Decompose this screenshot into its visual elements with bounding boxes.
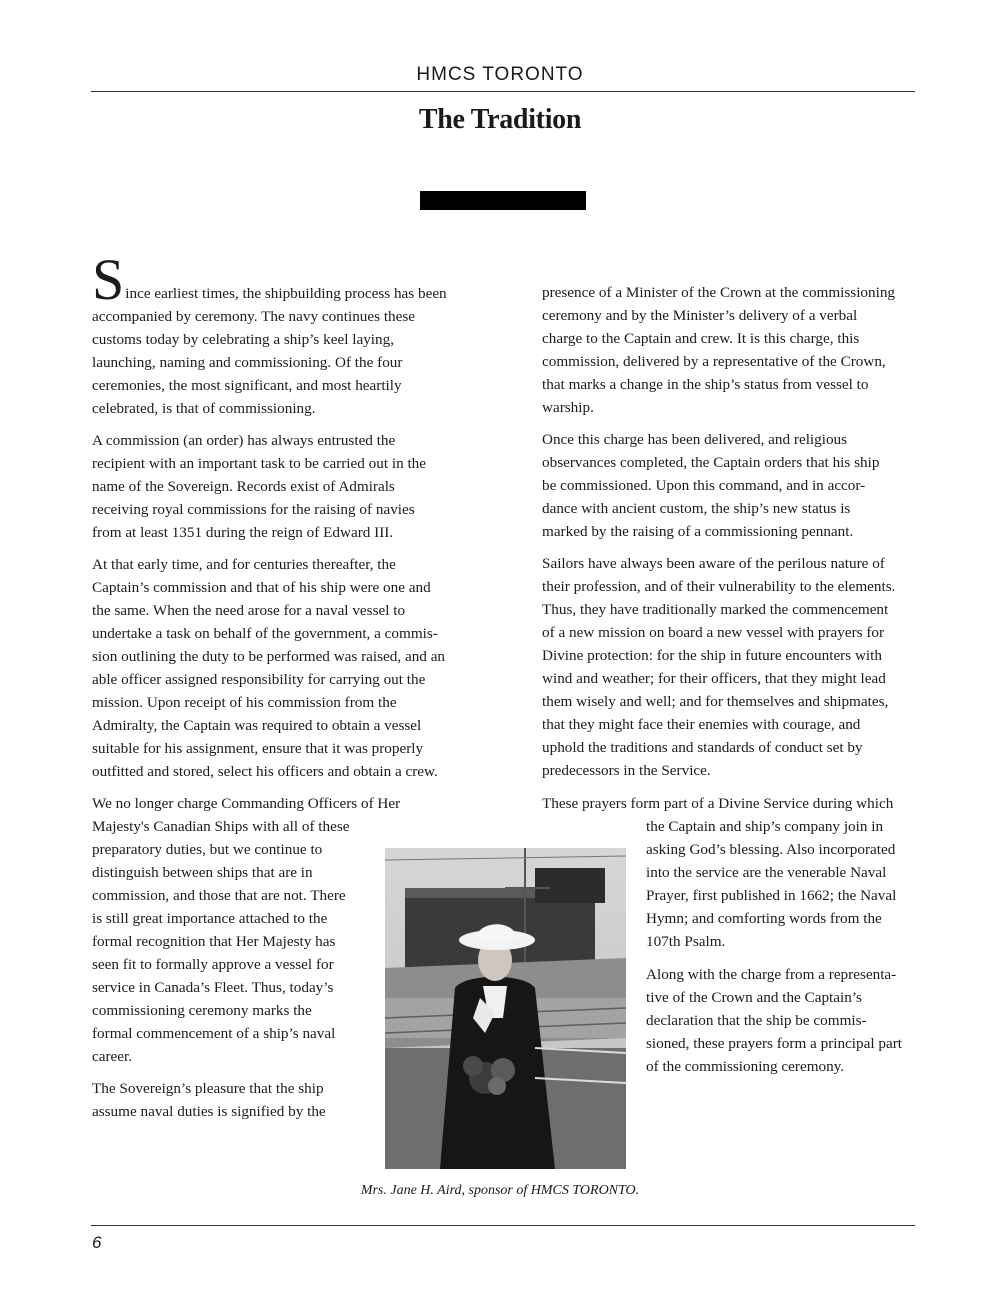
left-paragraph-5: The Sovereign’s pleasure that the ship assume naval duties is signified by the: [92, 1080, 326, 1120]
header-rule: [91, 91, 915, 92]
footer-rule: [91, 1225, 915, 1226]
right-paragraph-4-body: the Captain and ship’s company join in asking God’s blessing. Also incorporated into the service are the venerable Naval Prayer, first published in 1662; the Naval Hymn; and comforting words from the 107th Psalm.: [646, 818, 897, 950]
sponsor-photo-illustration: [385, 848, 626, 1169]
right-paragraph-3: Sailors have always been aware of the perilous nature of their profession, and of their vulnerability to the elements. Thus, they have traditionally marked the commencement of a new mission on board a new vessel with prayers for Divine protection: for the ship in future encounters with wind and weather; for their officers, that they might lead them wisely and well; and for themselves and shipmates, that they might face their enemies with courage, and uphold the traditions and standards of conduct set by predecessors in the Service.: [542, 555, 896, 779]
left-paragraph-1-body: accompanied by ceremony. The navy continues these customs today by celebrating a ship’s keel laying, launching, naming and commissioning. Of the four ceremonies, the most significant, and most heartily celebrated, is that of commissioning.: [92, 308, 416, 417]
photo-caption: Mrs. Jane H. Aird, sponsor of HMCS TORONTO.: [360, 1183, 640, 1198]
right-paragraph-4-first-line: These prayers form part of a Divine Service during which: [542, 795, 894, 812]
left-paragraph-4: We no longer charge Commanding Officers of Her Majesty's Canadian Ships with all of these preparatory duties, but we continue to distinguish between ships that are in commission, and those that are not. There is still great importance attached to the formal recognition that Her Majesty has seen fit to formally approve a vessel for service in Canada’s Fleet. Thus, today’s commissioning ceremony marks the formal commencement of a ship’s naval career.: [92, 795, 401, 1065]
right-paragraph-5: Along with the charge from a representa- tive of the Crown and the Captain’s declaration that the ship be commis- sioned, these prayers form a principal part of the commissioning ceremony.: [646, 966, 902, 1075]
right-paragraph-2: Once this charge has been delivered, and religious observances completed, the Captain orders that his ship be commissioned. Upon this command, and in accor- dance with ancient custom, the ship’s new status is marked by the raising of a commissioning pennant.: [542, 431, 880, 540]
left-paragraph-1: [92, 247, 472, 420]
running-head: HMCS TORONTO: [416, 64, 584, 85]
sponsor-photo: [385, 848, 626, 1169]
left-paragraph-1-first-line: ince earliest times, the shipbuilding process has been: [125, 285, 447, 302]
page-title: The Tradition: [418, 104, 582, 135]
left-paragraph-2: A commission (an order) has always entrusted the recipient with an important task to be carried out in the name of the Sovereign. Records exist of Admirals receiving royal commissions for the raising of navies from at least 1351 during the reign of Edward III.: [92, 432, 427, 541]
drop-cap: S: [92, 247, 125, 312]
right-paragraph-1: presence of a Minister of the Crown at the commissioning ceremony and by the Minister’s delivery of a verbal charge to the Captain and crew. It is this charge, this commission, delivered by a representative of the Crown, that marks a change in the ship’s status from vessel to warship.: [542, 284, 896, 416]
left-paragraph-3: At that early time, and for centuries thereafter, the Captain’s commission and that of his ship were one and the same. When the need arose for a naval vessel to undertake a task on behalf of the government, a commis- sion outlining the duty to be performed was raised, and an able officer assigned responsibility for carrying out the mission. Upon receipt of his commission from the Admiralty, the Captain was required to obtain a vessel suitable for his assignment, ensure that it was properly outfitted and stored, select his officers and obtain a crew.: [92, 556, 446, 780]
decorative-bar: [420, 191, 586, 210]
page-number: 6: [92, 1233, 102, 1252]
